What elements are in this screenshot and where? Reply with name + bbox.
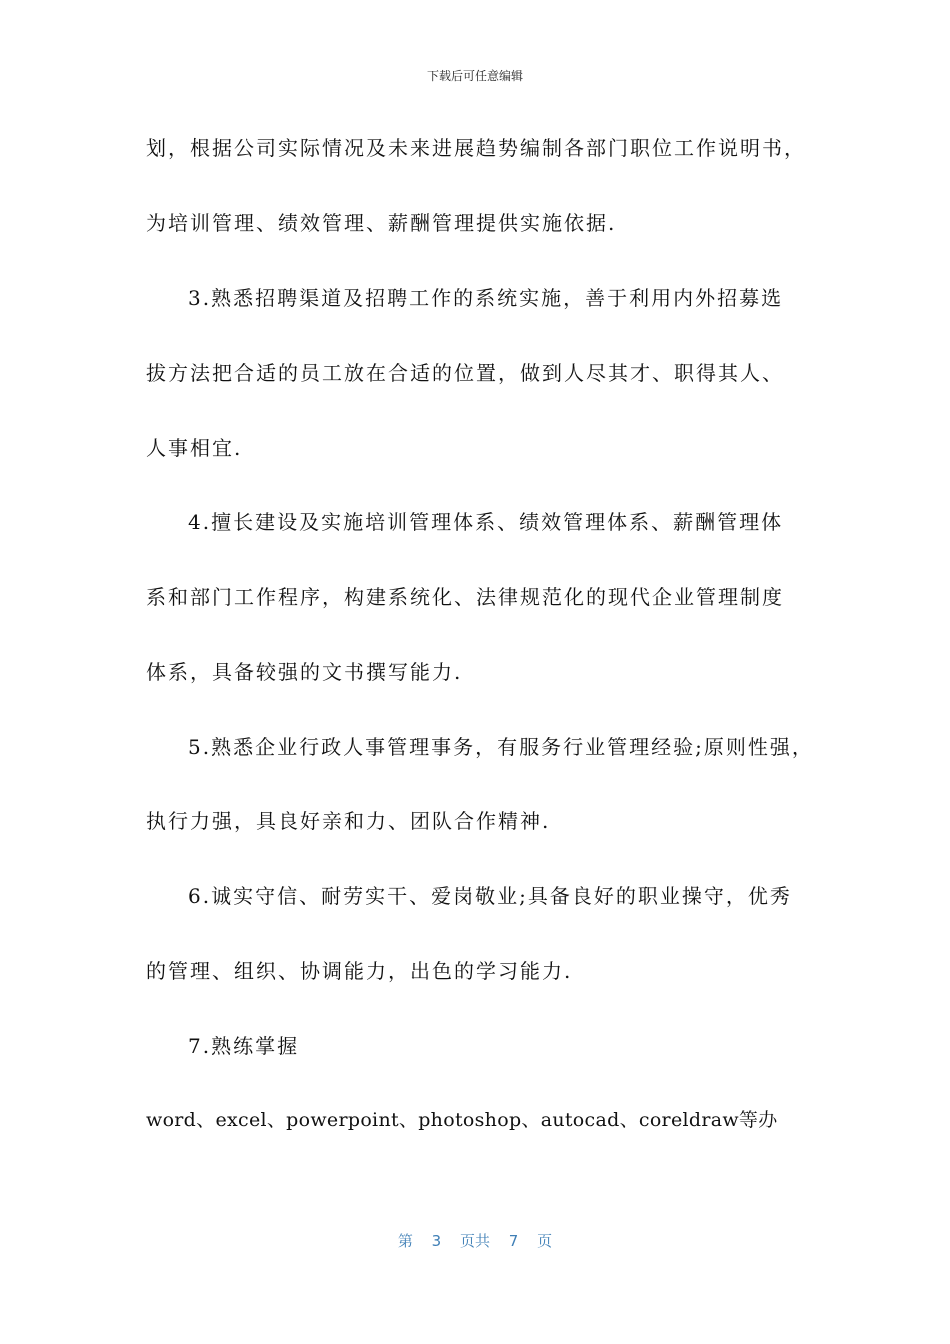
paragraph-line: word、excel、powerpoint、photoshop、autocad、coreldraw等办: [146, 1109, 778, 1131]
paragraph-line: 4.擅长建设及实施培训管理体系、绩效管理体系、薪酬管理体: [188, 510, 784, 534]
paragraph-line: 6.诚实守信、耐劳实干、爱岗敬业;具备良好的职业操守，优秀: [188, 884, 792, 908]
paragraph-line: 拔方法把合适的员工放在合适的位置，做到人尽其才、职得其人、: [146, 361, 784, 385]
paragraph-line: 系和部门工作程序，构建系统化、法律规范化的现代企业管理制度: [146, 585, 784, 609]
paragraph-line: 执行力强，具良好亲和力、团队合作精神.: [146, 809, 551, 833]
paragraph-line: 3.熟悉招聘渠道及招聘工作的系统实施，善于利用内外招募选: [188, 286, 784, 310]
page-number: 第 3 页共 7 页: [397, 1232, 553, 1250]
paragraph-line: 划，根据公司实际情况及未来进展趋势编制各部门职位工作说明书，: [146, 136, 806, 160]
paragraph-line: 5.熟悉企业行政人事管理事务，有服务行业管理经验;原则性强，: [188, 735, 814, 759]
header-note: 下载后可任意编辑: [426, 69, 523, 83]
paragraph-line: 体系，具备较强的文书撰写能力.: [146, 660, 463, 684]
paragraph-line: 人事相宜.: [146, 436, 243, 460]
paragraph-line: 7.熟练掌握: [188, 1034, 300, 1058]
paragraph-line: 为培训管理、绩效管理、薪酬管理提供实施依据.: [146, 211, 617, 235]
paragraph-line: 的管理、组织、协调能力，出色的学习能力.: [146, 959, 573, 983]
